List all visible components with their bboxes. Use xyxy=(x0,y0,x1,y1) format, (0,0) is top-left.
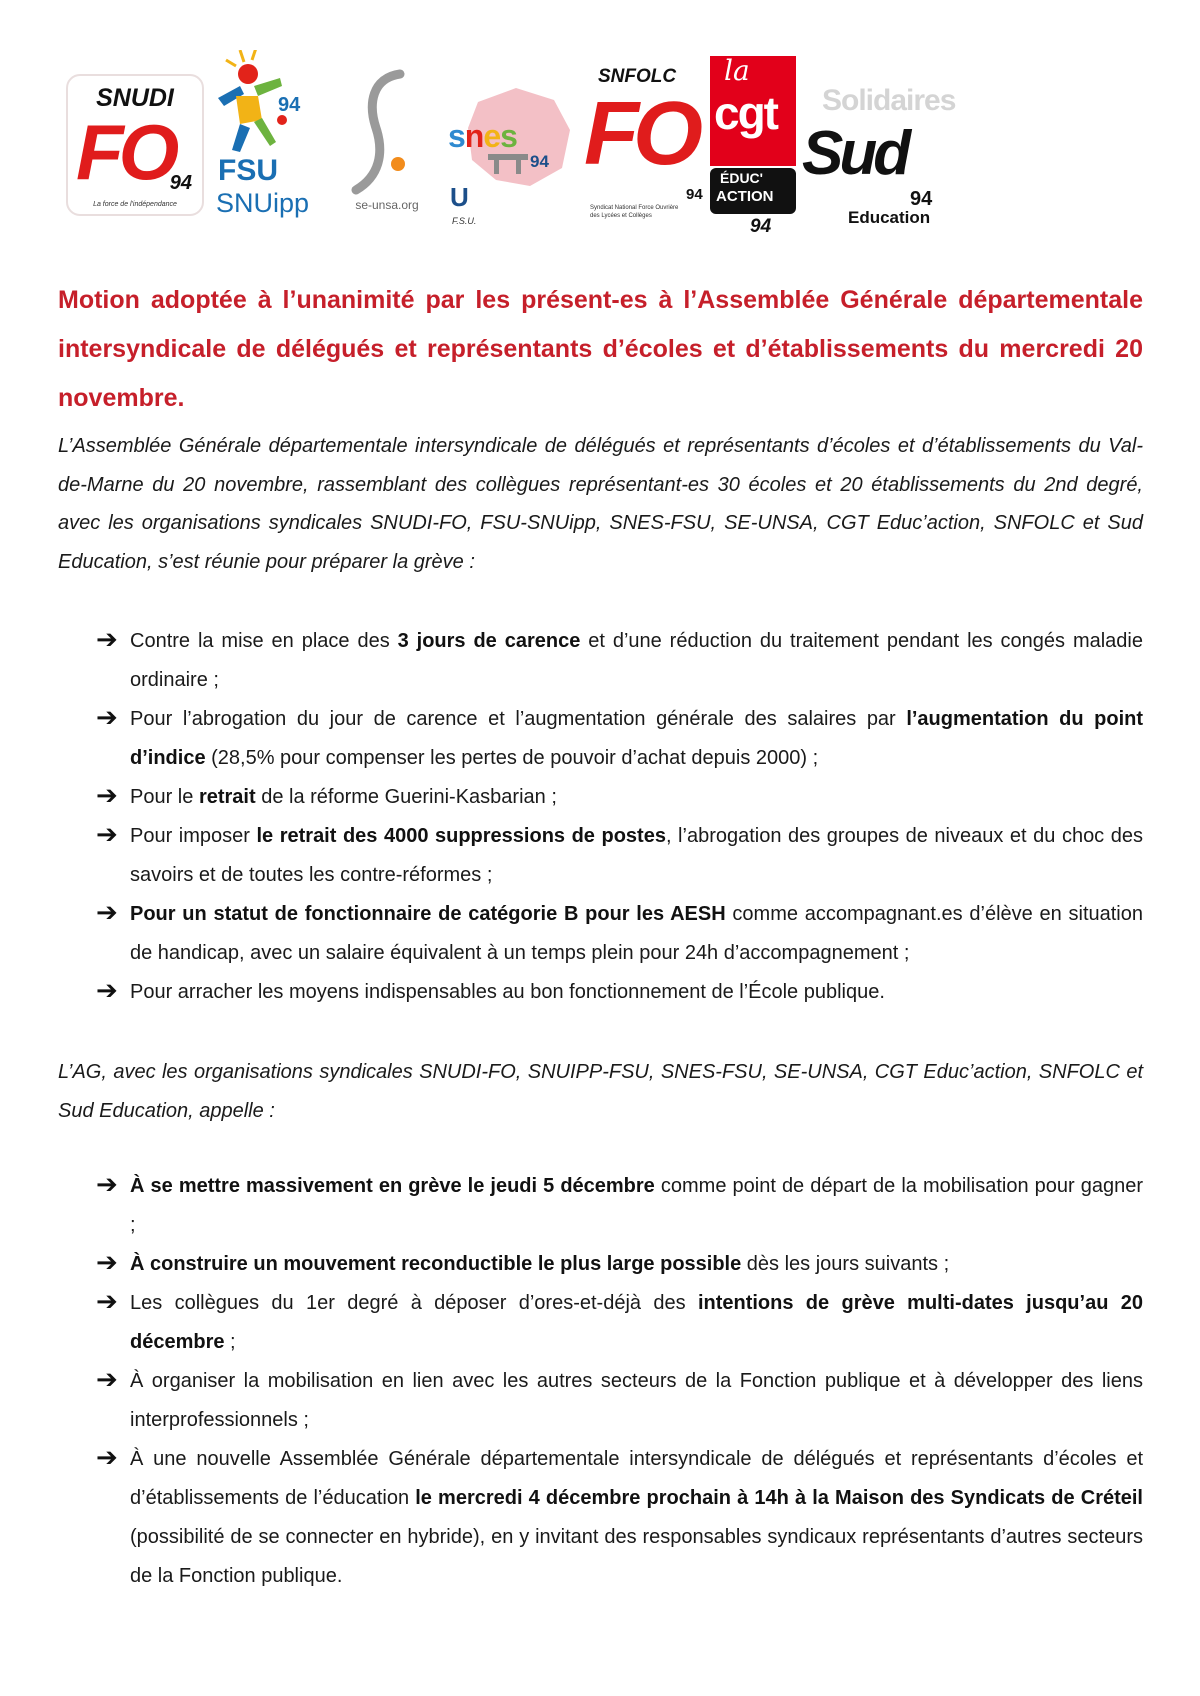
snudi-logo-fo: FO xyxy=(76,108,175,196)
snfolc-logo-number: 94 xyxy=(686,186,703,203)
fsu-snuipp-94-logo xyxy=(210,50,330,225)
snes-logo-number: 94 xyxy=(530,152,549,171)
fsu-figure-icon xyxy=(210,50,330,160)
fsu-logo-number: 94 xyxy=(278,94,301,116)
intro-paragraph: L’Assemblée Générale départementale intersyndicale de délégués et représentants d’écoles et d’établissements du Val-de-Marne du 20 novembre, rassemblant des collègues représentant-es 30 écoles et 20 établissements du 2nd degré, avec les organisations syndicales SNUDI-FO, FSU-SNUipp, SNES-FSU, SE-UNSA, CGT Educ’action, SNFOLC et Sud Education, s’est réunie pour préparer la grève : xyxy=(58,435,1143,573)
arrow-right-icon: ➔ xyxy=(96,1169,118,1199)
snes-fsu-caption: F.S.U. xyxy=(452,216,477,226)
snuipp-logo-text: SNUipp xyxy=(216,188,310,218)
se-unsa-s-icon xyxy=(342,68,432,198)
snfolc-fo-94-logo xyxy=(584,64,704,234)
solidaires-logo-text: Solidaires xyxy=(822,84,956,117)
cgt-logo-number: 94 xyxy=(750,216,772,237)
action-text: À se mettre massivement en grève le jeudi 5 décembre comme point de départ de la mobilisation pour gagner ; xyxy=(130,1175,1143,1236)
motion-title: Motion adoptée à l’unanimité par les présent-es à l’Assemblée Générale départementale intersyndicale de délégués et représentants d’écoles et d’établissements du mercredi 20 novembre. xyxy=(58,286,1143,412)
snudi-logo-tagline: La force de l'indépendance xyxy=(93,201,177,208)
action-text: Les collègues du 1er degré à déposer d’ores-et-déjà des intentions de grève multi-dates jusqu’au 20 décembre ; xyxy=(130,1292,1143,1353)
action-text: À une nouvelle Assemblée Générale départementale intersyndicale de délégués et représentants d’écoles et d’établissements de l’éducation le mercredi 4 décembre prochain à 14h à la Maison des Syndicats de Créteil (possibilité de se connecter en hybride), en y invitant des responsables syndicaux représentants d’autres secteurs de la Fonction publique. xyxy=(130,1448,1143,1587)
arrow-right-icon: ➔ xyxy=(96,897,118,927)
arrow-right-icon: ➔ xyxy=(96,1364,118,1394)
snes-logo-text: snes xyxy=(448,118,517,154)
sud-logo-number: 94 xyxy=(910,188,933,210)
arrow-right-icon: ➔ xyxy=(96,975,118,1005)
cgt-educaction-94-logo xyxy=(710,56,798,236)
snes-fsu-mark: U xyxy=(450,182,469,212)
demand-text: Pour un statut de fonctionnaire de catégorie B pour les AESH comme accompagnant.es d’élève en situation de handicap, avec un salaire équivalent à un temps plein pour 24h d’accompagnement ; xyxy=(130,903,1143,964)
cgt-logo-text: cgt xyxy=(714,87,777,139)
arrow-right-icon: ➔ xyxy=(96,624,118,654)
sud-logo-text: Sud xyxy=(802,119,908,188)
snudi-logo-number: 94 xyxy=(169,172,192,194)
arrow-right-icon: ➔ xyxy=(96,1286,118,1316)
arrow-right-icon: ➔ xyxy=(96,780,118,810)
cgt-logo-educ: ÉDUC' xyxy=(720,170,763,186)
sud-logo-education: Education xyxy=(848,208,931,227)
demand-text: Pour arracher les moyens indispensables au bon fonctionnement de l’École publique. xyxy=(130,981,885,1003)
snes-fsu-94-logo xyxy=(438,82,578,232)
snfolc-logo-text: SNFOLC xyxy=(598,66,677,87)
arrow-right-icon: ➔ xyxy=(96,1247,118,1277)
se-unsa-logo xyxy=(342,68,432,228)
snudi-fo-94-logo xyxy=(66,74,204,216)
action-text: À organiser la mobilisation en lien avec les autres secteurs de la Fonction publique et à développer des liens interprofessionnels ; xyxy=(130,1370,1143,1431)
se-unsa-url: se-unsa.org xyxy=(355,198,419,212)
demand-text: Contre la mise en place des 3 jours de carence et d’une réduction du traitement pendant les congés maladie ordinaire ; xyxy=(130,630,1143,691)
cgt-logo-la: la xyxy=(724,54,750,87)
snfolc-logo-fo: FO xyxy=(584,84,697,184)
arrow-right-icon: ➔ xyxy=(96,1442,118,1472)
snfolc-logo-caption: Syndicat National Force Ouvrière des Lycées et Collèges xyxy=(590,205,679,219)
arrow-right-icon: ➔ xyxy=(96,819,118,849)
action-text: À construire un mouvement reconductible le plus large possible dès les jours suivants ; xyxy=(130,1253,950,1275)
union-logos-banner xyxy=(60,44,1060,237)
snudi-logo-text: SNUDI xyxy=(96,84,174,112)
demand-text: Pour l’abrogation du jour de carence et l’augmentation générale des salaires par l’augmentation du point d’indice (28,5% pour compenser les pertes de pouvoir d’achat depuis 2000) ; xyxy=(130,708,1144,769)
sud-education-94-logo xyxy=(802,80,972,230)
arrow-right-icon: ➔ xyxy=(96,702,118,732)
demand-text: Pour imposer le retrait des 4000 suppressions de postes, l’abrogation des groupes de niveaux et du choc des savoirs et de toutes les contre-réformes ; xyxy=(130,825,1143,886)
demand-text: Pour le retrait de la réforme Guerini-Kasbarian ; xyxy=(130,786,557,808)
call-paragraph: L’AG, avec les organisations syndicales SNUDI-FO, SNUIPP-FSU, SNES-FSU, SE-UNSA, CGT Educ’action, SNFOLC et Sud Education, appelle : xyxy=(58,1061,1143,1122)
fsu-logo-text: FSU xyxy=(218,154,278,187)
cgt-logo-action: ACTION xyxy=(716,188,774,205)
